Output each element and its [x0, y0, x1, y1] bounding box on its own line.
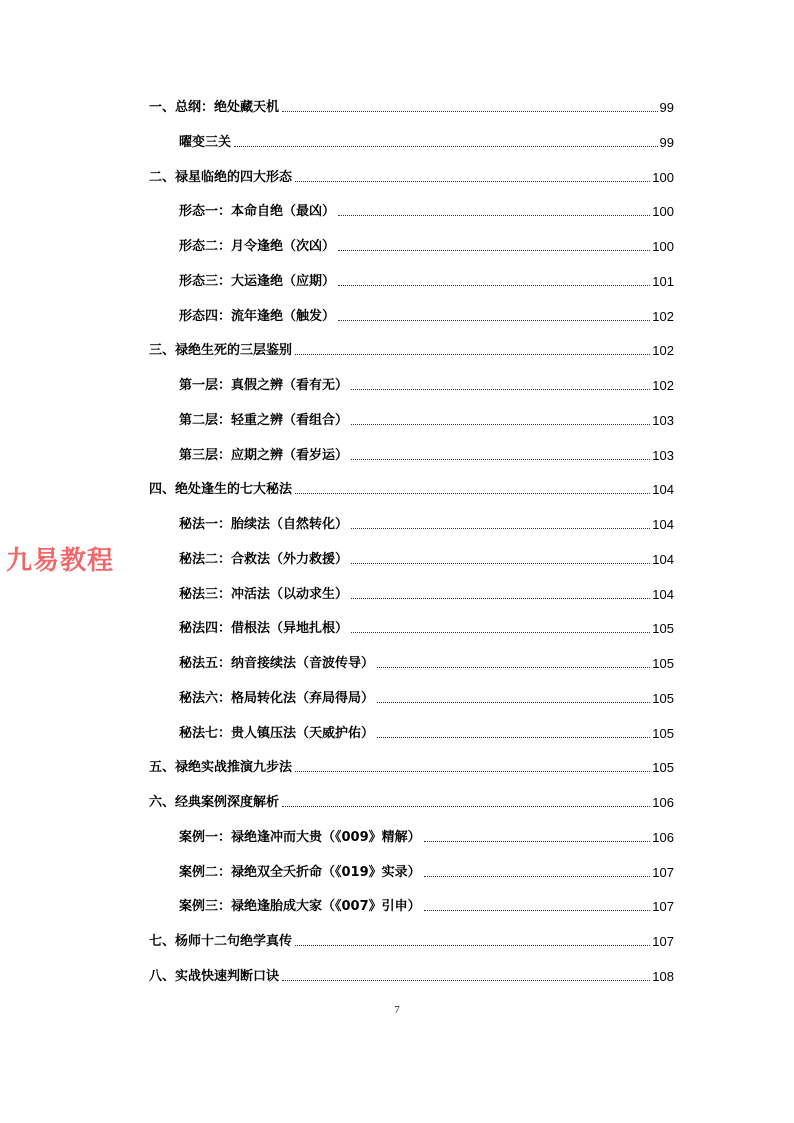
- toc-entry-page: 104: [652, 551, 674, 567]
- toc-entry-title: 秘法二：合救法（外力救援）: [179, 551, 349, 567]
- toc-entry[interactable]: [179, 861, 674, 881]
- toc-dot-leader: [424, 909, 651, 911]
- toc-entry[interactable]: [149, 791, 674, 811]
- toc-entry[interactable]: [179, 652, 674, 672]
- toc-entry[interactable]: [179, 722, 674, 742]
- toc-dot-leader: [351, 423, 650, 425]
- toc-entry[interactable]: [179, 687, 674, 707]
- toc-entry[interactable]: [149, 96, 674, 116]
- toc-entry-title: 第一层：真假之辨（看有无）: [179, 378, 349, 393]
- toc-entry[interactable]: [179, 200, 674, 220]
- toc-entry-page: 102: [652, 308, 674, 324]
- toc-entry-title: 秘法一：胎续法（自然转化）: [179, 517, 349, 532]
- toc-dot-leader: [377, 701, 650, 703]
- toc-dot-leader: [295, 492, 650, 494]
- toc-entry-page: 105: [652, 656, 674, 671]
- toc-entry[interactable]: [149, 965, 674, 985]
- toc-entry-title: 案例一：禄绝逢冲而大贵（《009》精解）: [179, 829, 421, 845]
- page-number: 7: [394, 1004, 400, 1016]
- toc-entry-title: 形态二：月令逢绝（次凶）: [179, 239, 336, 254]
- toc-dot-leader: [338, 214, 650, 216]
- toc-dot-leader: [351, 562, 650, 564]
- toc-dot-leader: [295, 944, 650, 946]
- toc-entry-title: 案例三：禄绝逢胎成大家（《007》引申）: [179, 899, 421, 915]
- toc-entry-page: 107: [652, 864, 674, 880]
- toc-entry-page: 105: [652, 725, 674, 741]
- toc-entry-page: 106: [652, 795, 674, 810]
- toc-entry-page: 106: [652, 829, 674, 845]
- toc-dot-leader: [234, 145, 658, 147]
- toc-entry-page: 105: [652, 690, 674, 706]
- toc-entry[interactable]: [179, 444, 674, 464]
- toc-entry-page: 100: [652, 169, 674, 185]
- watermark: 九易教程: [6, 546, 115, 576]
- toc-entry[interactable]: [179, 409, 674, 429]
- toc-entry[interactable]: [179, 826, 674, 846]
- toc-dot-leader: [338, 249, 650, 251]
- toc-entry-title: 形态四：流年逢绝（触发）: [179, 308, 336, 324]
- toc-entry-title: 秘法七：贵人镇压法（天威护佑）: [179, 725, 375, 741]
- toc-entry-title: 形态三：大运逢绝（应期）: [179, 273, 336, 289]
- toc-entry[interactable]: [179, 305, 674, 325]
- toc-entry-title: 秘法六：格局转化法（弃局得局）: [179, 690, 375, 706]
- toc-entry-title: 八、实战快速判断口诀: [149, 968, 280, 984]
- toc-dot-leader: [338, 319, 650, 321]
- toc-dot-leader: [377, 666, 650, 668]
- toc-dot-leader: [282, 110, 658, 112]
- toc-entry-page: 107: [652, 934, 674, 949]
- toc-entry-page: 103: [652, 412, 674, 428]
- toc-entry-page: 103: [652, 447, 674, 463]
- toc-dot-leader: [351, 597, 650, 599]
- toc-entry-title: 五、禄绝实战推演九步法: [149, 760, 293, 776]
- toc-entry-title: 第二层：轻重之辨（看组合）: [179, 412, 349, 428]
- toc-entry-page: 104: [652, 517, 674, 532]
- toc-entry-page: 105: [652, 760, 674, 776]
- toc-entry[interactable]: [179, 131, 674, 151]
- toc-entry-page: 100: [652, 239, 674, 254]
- toc-entry-title: 二、禄星临绝的四大形态: [149, 169, 293, 185]
- toc-entry[interactable]: [179, 374, 674, 394]
- toc-entry-page: 102: [652, 343, 674, 359]
- toc-entry-title: 案例二：禄绝双全夭折命（《019》实录）: [179, 864, 421, 880]
- toc-entry-title: 曜变三关: [179, 134, 232, 150]
- toc-dot-leader: [424, 840, 651, 842]
- toc-dot-leader: [424, 875, 651, 877]
- toc-entry[interactable]: [149, 930, 674, 950]
- toc-entry-page: 108: [652, 968, 674, 984]
- toc-entry[interactable]: [179, 617, 674, 637]
- toc-dot-leader: [351, 631, 650, 633]
- toc-entry-page: 104: [652, 482, 674, 498]
- toc-dot-leader: [377, 736, 650, 738]
- toc-entry-title: 秘法四：借根法（异地扎根）: [179, 621, 349, 637]
- toc-entry-title: 四、绝处逢生的七大秘法: [149, 482, 293, 498]
- toc-entry-page: 99: [659, 134, 674, 150]
- toc-entry[interactable]: [149, 756, 674, 776]
- toc-entry-title: 七、杨师十二句绝学真传: [149, 934, 293, 949]
- toc-dot-leader: [295, 770, 650, 772]
- toc-entry-page: 100: [652, 204, 674, 220]
- toc-dot-leader: [351, 388, 650, 390]
- toc-entry-page: 101: [652, 273, 674, 289]
- toc-entry[interactable]: [179, 548, 674, 568]
- toc-entry-title: 形态一：本命自绝（最凶）: [179, 204, 336, 220]
- toc-dot-leader: [338, 284, 650, 286]
- toc-entry[interactable]: [179, 895, 674, 915]
- toc-entry-title: 秘法三：冲活法（以动求生）: [179, 586, 349, 602]
- toc-entry-page: 107: [652, 899, 674, 915]
- toc-entry-title: 六、经典案例深度解析: [149, 795, 280, 810]
- toc-entry-page: 102: [652, 378, 674, 393]
- toc-entry[interactable]: [179, 583, 674, 603]
- toc-entry[interactable]: [179, 270, 674, 290]
- toc-entry[interactable]: [179, 513, 674, 533]
- toc-dot-leader: [295, 180, 650, 182]
- toc-dot-leader: [351, 458, 650, 460]
- toc-entry-title: 第三层：应期之辨（看岁运）: [179, 447, 349, 463]
- toc-dot-leader: [351, 527, 650, 529]
- toc-entry-page: 99: [659, 100, 674, 115]
- toc-entry-page: 104: [652, 586, 674, 602]
- toc-entry-title: 三、禄绝生死的三层鉴别: [149, 343, 293, 359]
- toc-dot-leader: [282, 979, 650, 981]
- toc-entry-title: 秘法五：纳音接续法（音波传导）: [179, 656, 375, 671]
- toc-entry-title: 一、总纲：绝处藏天机: [149, 100, 280, 115]
- toc-entry[interactable]: [149, 166, 674, 186]
- toc-dot-leader: [295, 353, 650, 355]
- toc-entry-page: 105: [652, 621, 674, 637]
- toc-entry[interactable]: [149, 339, 674, 359]
- toc-dot-leader: [282, 805, 650, 807]
- toc-entry[interactable]: [179, 235, 674, 255]
- toc-entry[interactable]: [149, 478, 674, 498]
